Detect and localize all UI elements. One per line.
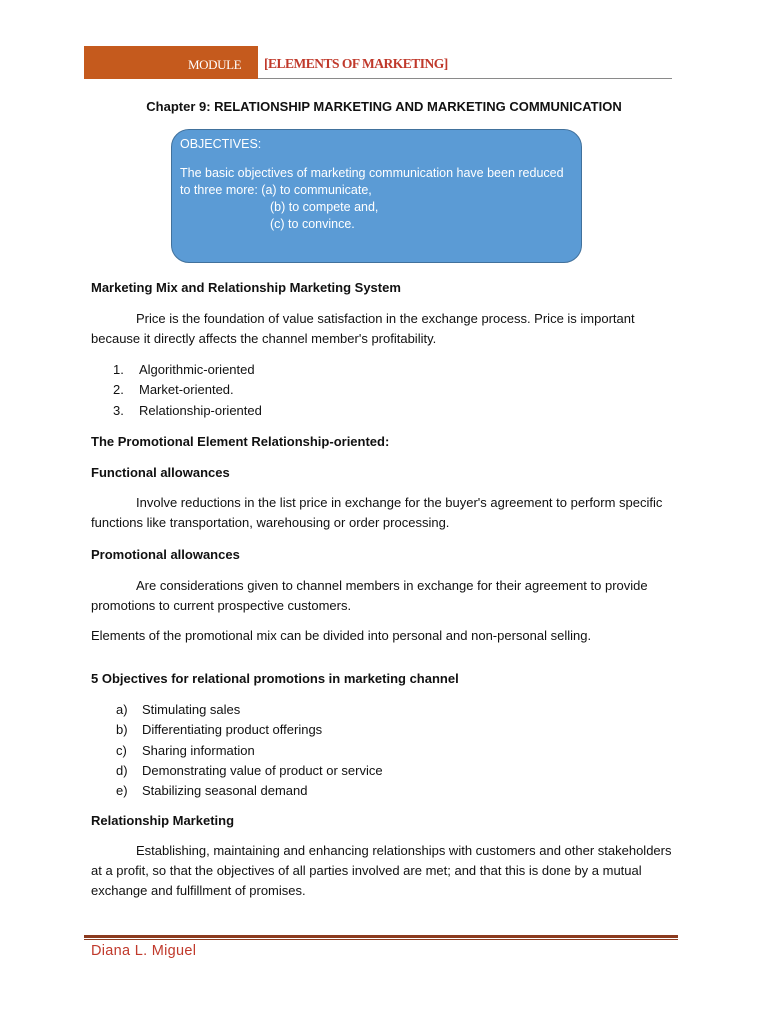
numbered-list xyxy=(113,360,262,421)
paragraph: Elements of the promotional mix can be divided into personal and non-personal selling. xyxy=(91,628,592,643)
list-text: Stimulating sales xyxy=(142,702,241,717)
footer-rule xyxy=(84,935,678,938)
section-heading: Relationship Marketing xyxy=(91,813,235,828)
section-heading: 5 Objectives for relational promotions in marketing channel xyxy=(91,671,459,686)
list-text: Market-oriented. xyxy=(139,382,234,398)
list-text: Differentiating product offerings xyxy=(142,722,323,738)
list-marker: b) xyxy=(116,722,128,738)
paragraph: Establishing, maintaining and enhancing relationships with customers and other stakeholders at a profit, so that the objectives of all parties involved are met; and that this is done by a mutual exchange and fulfillment of promises. xyxy=(91,843,672,898)
subheading: Promotional allowances xyxy=(91,547,240,562)
list-text: Sharing information xyxy=(142,742,255,758)
module-label: MODULE xyxy=(188,57,242,72)
objectives-line: (b) to compete and, xyxy=(270,200,379,214)
paragraph: Involve reductions in the list price in exchange for the buyer's agreement to perform specific functions like transportation, warehousing or order processing. xyxy=(91,495,663,530)
lettered-list xyxy=(116,700,383,801)
footer-rule-thin xyxy=(84,939,678,940)
list-marker: a) xyxy=(116,702,128,717)
subheading: Functional allowances xyxy=(91,465,230,480)
list-item xyxy=(113,380,262,400)
paragraph: Price is the foundation of value satisfaction in the exchange process. Price is important because it directly affects the channel member's profitability. xyxy=(91,311,635,346)
list-text: Algorithmic-oriented xyxy=(139,362,255,377)
footer-author: Diana L. Miguel xyxy=(91,943,197,959)
list-marker: c) xyxy=(116,742,127,758)
list-marker: 3. xyxy=(113,402,124,418)
list-marker: e) xyxy=(116,783,128,799)
list-text: Relationship-oriented xyxy=(139,402,262,418)
header-rule xyxy=(258,78,672,79)
list-item xyxy=(113,360,262,380)
section-heading: Marketing Mix and Relationship Marketing System xyxy=(91,280,401,295)
paragraph: Are considerations given to channel members in exchange for their agreement to provide promotions to current prospective customers. xyxy=(91,578,648,613)
page-header xyxy=(84,46,672,79)
list-item xyxy=(116,761,383,781)
objectives-line: (c) to convince. xyxy=(270,217,355,231)
list-text: Demonstrating value of product or service xyxy=(142,762,383,778)
list-item xyxy=(116,720,383,740)
objectives-title: OBJECTIVES: xyxy=(180,137,262,151)
list-item xyxy=(113,401,262,421)
list-item xyxy=(116,781,383,801)
list-text: Stabilizing seasonal demand xyxy=(142,783,308,799)
list-marker: 2. xyxy=(113,382,124,398)
list-marker: 1. xyxy=(113,362,124,377)
section-heading: The Promotional Element Relationship-oriented: xyxy=(91,434,390,449)
chapter-title: Chapter 9: RELATIONSHIP MARKETING AND MARKETING COMMUNICATION xyxy=(146,99,622,114)
objectives-line: to three more: (a) to communicate, xyxy=(180,183,372,197)
list-marker: d) xyxy=(116,762,128,778)
objectives-line: The basic objectives of marketing communication have been reduced xyxy=(180,166,564,180)
objectives-box xyxy=(171,129,582,263)
module-title: [ELEMENTS OF MARKETING] xyxy=(264,56,448,71)
list-item xyxy=(116,741,383,761)
list-item xyxy=(116,700,383,720)
